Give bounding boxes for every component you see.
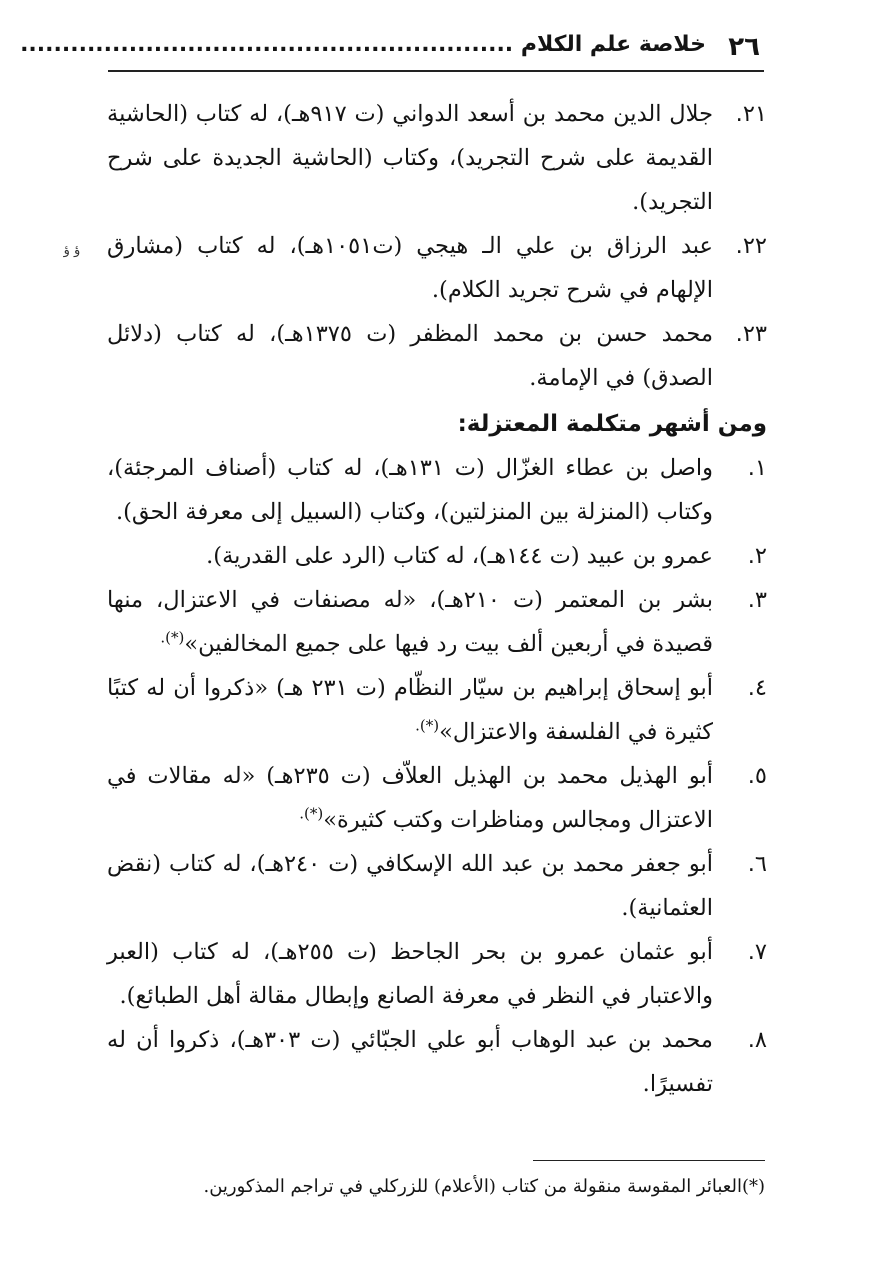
item-text: أبو جعفر محمد بن عبد الله الإسكافي (ت ٢٤٠هـ)، له كتاب (نقض العثمانية). — [107, 851, 713, 921]
item-number: ٨. — [747, 1027, 767, 1053]
page-header — [20, 26, 764, 72]
item-text: عمرو بن عبيد (ت ١٤٤هـ)، له كتاب (الرد على القدرية). — [206, 543, 713, 569]
footnote: (*)العبائر المقوسة منقولة من كتاب (الأعلام) للزركلي في تراجم المذكورين. — [203, 1176, 765, 1197]
item-text: عبد الرزاق بن علي الـ هيجي (ت١٠٥١هـ)، له كتاب (مشارق الإلهام في شرح تجريد الكلام). — [107, 233, 713, 303]
item-number: ٢١. — [735, 101, 767, 127]
item-text: واصل بن عطاء الغزّال (ت ١٣١هـ)، له كتاب (أصناف المرجئة)، وكتاب (المنزلة بين المنزلتين)، وكتاب (السبيل إلى معرفة الحق). — [107, 455, 714, 525]
item-text: أبو عثمان عمرو بن بحر الجاحظ (ت ٢٥٥هـ)، له كتاب (العبر والاعتبار في النظر في معرفة الصانع وإبطال مقالة أهل الطبائع). — [107, 939, 713, 1009]
item-text: جلال الدين محمد بن أسعد الدواني (ت ٩١٧هـ)، له كتاب (الحاشية القديمة على شرح التجريد)، وكتاب (الحاشية الجديدة على شرح التجريد). — [107, 101, 713, 215]
item-number: ٢٢. — [735, 233, 767, 259]
item-text: محمد حسن بن محمد المظفر (ت ١٣٧٥هـ)، له كتاب (دلائل الصدق) في الإمامة. — [107, 321, 714, 391]
list-item — [107, 92, 767, 224]
margin-annotation: ؤ ؤ — [63, 243, 81, 258]
item-number: ٢٣. — [735, 321, 767, 347]
item-number: ٢. — [747, 543, 767, 569]
item-number: ٣. — [747, 587, 767, 613]
section-heading: ومن أشهر متكلمة المعتزلة: — [457, 411, 767, 437]
item-number: ٤. — [747, 675, 767, 701]
item-text: أبو إسحاق إبراهيم بن سيّار النظّام (ت ٢٣١ هـ) «ذكروا أن له كتبًا كثيرة في الفلسفة والاعتزال» — [107, 675, 713, 745]
list-item — [107, 1018, 767, 1106]
footnote-marker: (*). — [415, 716, 440, 735]
list-item — [107, 666, 767, 754]
list-item — [107, 446, 767, 534]
list-item — [107, 534, 767, 578]
main-text — [107, 92, 767, 1106]
list-item — [107, 224, 767, 312]
footnote-marker: (*). — [299, 804, 324, 823]
list-item — [107, 754, 767, 842]
item-number: ٥. — [747, 763, 767, 789]
list-item — [107, 312, 767, 400]
list-item — [107, 578, 767, 666]
page-number: ٢٦ — [728, 32, 760, 62]
item-text: بشر بن المعتمر (ت ٢١٠هـ)، «له مصنفات في الاعتزال، منها قصيدة في أربعين ألف بيت رد فيها على جميع المخالفين» — [107, 587, 714, 657]
footnote-marker: (*). — [160, 628, 185, 647]
list-item — [107, 842, 767, 930]
list-item — [107, 930, 767, 1018]
item-number: ١. — [747, 455, 767, 481]
running-title: خلاصة علم الكلام ........................................................... — [20, 32, 706, 57]
item-number: ٧. — [747, 939, 767, 965]
item-text: أبو الهذيل محمد بن الهذيل العلاّف (ت ٢٣٥هـ) «له مقالات في الاعتزال ومجالس ومناظرات وكتب كثيرة» — [107, 763, 713, 833]
footnote-divider — [533, 1160, 765, 1161]
item-text: محمد بن عبد الوهاب أبو علي الجبّائي (ت ٣٠٣هـ)، ذكروا أن له تفسيرًا. — [107, 1027, 713, 1097]
item-number: ٦. — [747, 851, 767, 877]
